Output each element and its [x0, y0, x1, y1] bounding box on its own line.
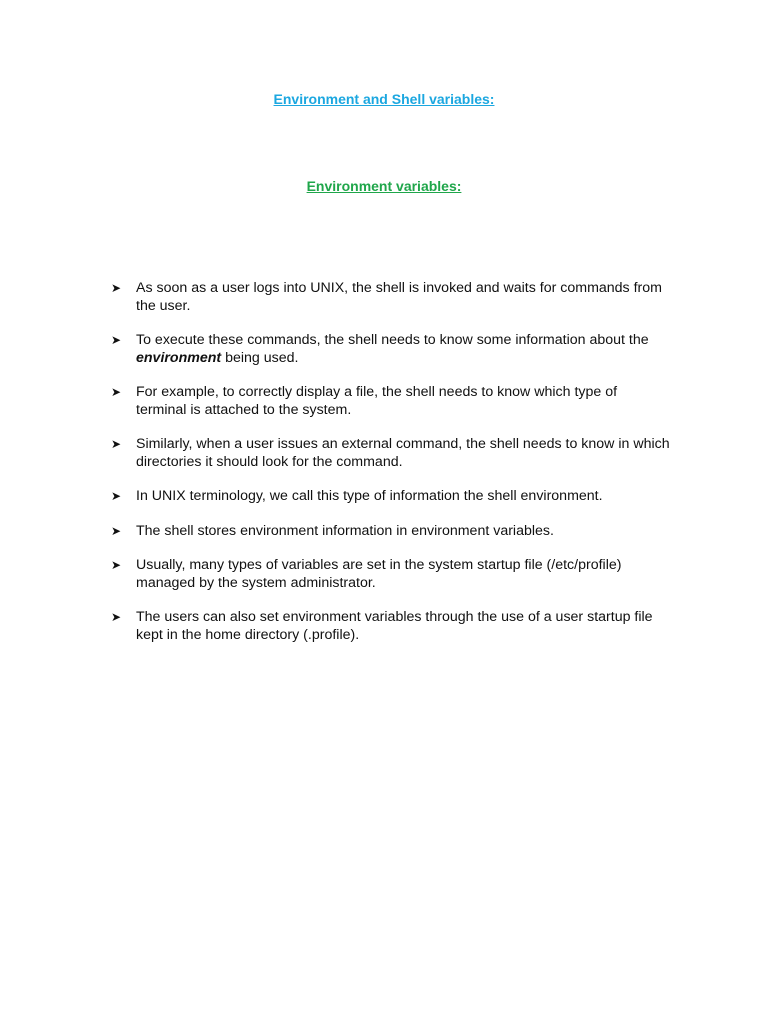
- bullet-text: Similarly, when a user issues an external command, the shell needs to know in which directories it should look for the command.: [136, 436, 670, 470]
- emphasized-term: environment: [136, 349, 222, 366]
- arrowhead-bullet-icon: ➤: [111, 523, 122, 538]
- bullet-text-after: being used.: [221, 349, 299, 366]
- bullet-item: [111, 488, 671, 506]
- bullet-item: [111, 609, 671, 644]
- bullet-item: [111, 384, 671, 419]
- arrowhead-bullet-icon: ➤: [111, 437, 122, 451]
- bullet-item: [111, 332, 671, 367]
- bullet-text: The users can also set environment variables through the use of a user startup file kept in the home directory (.profile).: [136, 609, 653, 643]
- section-heading: Environment variables:: [306, 178, 462, 194]
- bullet-item: [111, 557, 671, 592]
- bullet-text: As soon as a user logs into UNIX, the shell is invoked and waits for commands from the user.: [136, 280, 662, 314]
- bullet-text-before: To execute these commands, the shell needs to know some information about the: [136, 332, 649, 348]
- arrowhead-bullet-icon: ➤: [111, 333, 122, 347]
- arrowhead-bullet-icon: ➤: [111, 281, 122, 295]
- bullet-item: [111, 436, 671, 471]
- page-title: Environment and Shell variables:: [273, 91, 495, 107]
- bullet-list: [111, 280, 671, 661]
- bullet-item: [111, 523, 671, 541]
- bullet-text: In UNIX terminology, we call this type of information the shell environment.: [136, 488, 603, 504]
- arrowhead-bullet-icon: ➤: [111, 610, 122, 624]
- bullet-text: Usually, many types of variables are set in the system startup file (/etc/profile) managed by the system administrator.: [136, 557, 622, 591]
- bullet-text: The shell stores environment information in environment variables.: [136, 522, 554, 539]
- bullet-text: For example, to correctly display a file, the shell needs to know which type of terminal is attached to the system.: [136, 384, 618, 418]
- arrowhead-bullet-icon: ➤: [111, 558, 122, 572]
- arrowhead-bullet-icon: ➤: [111, 489, 122, 503]
- bullet-text: [136, 332, 649, 366]
- bullet-item: [111, 280, 671, 315]
- arrowhead-bullet-icon: ➤: [111, 385, 122, 399]
